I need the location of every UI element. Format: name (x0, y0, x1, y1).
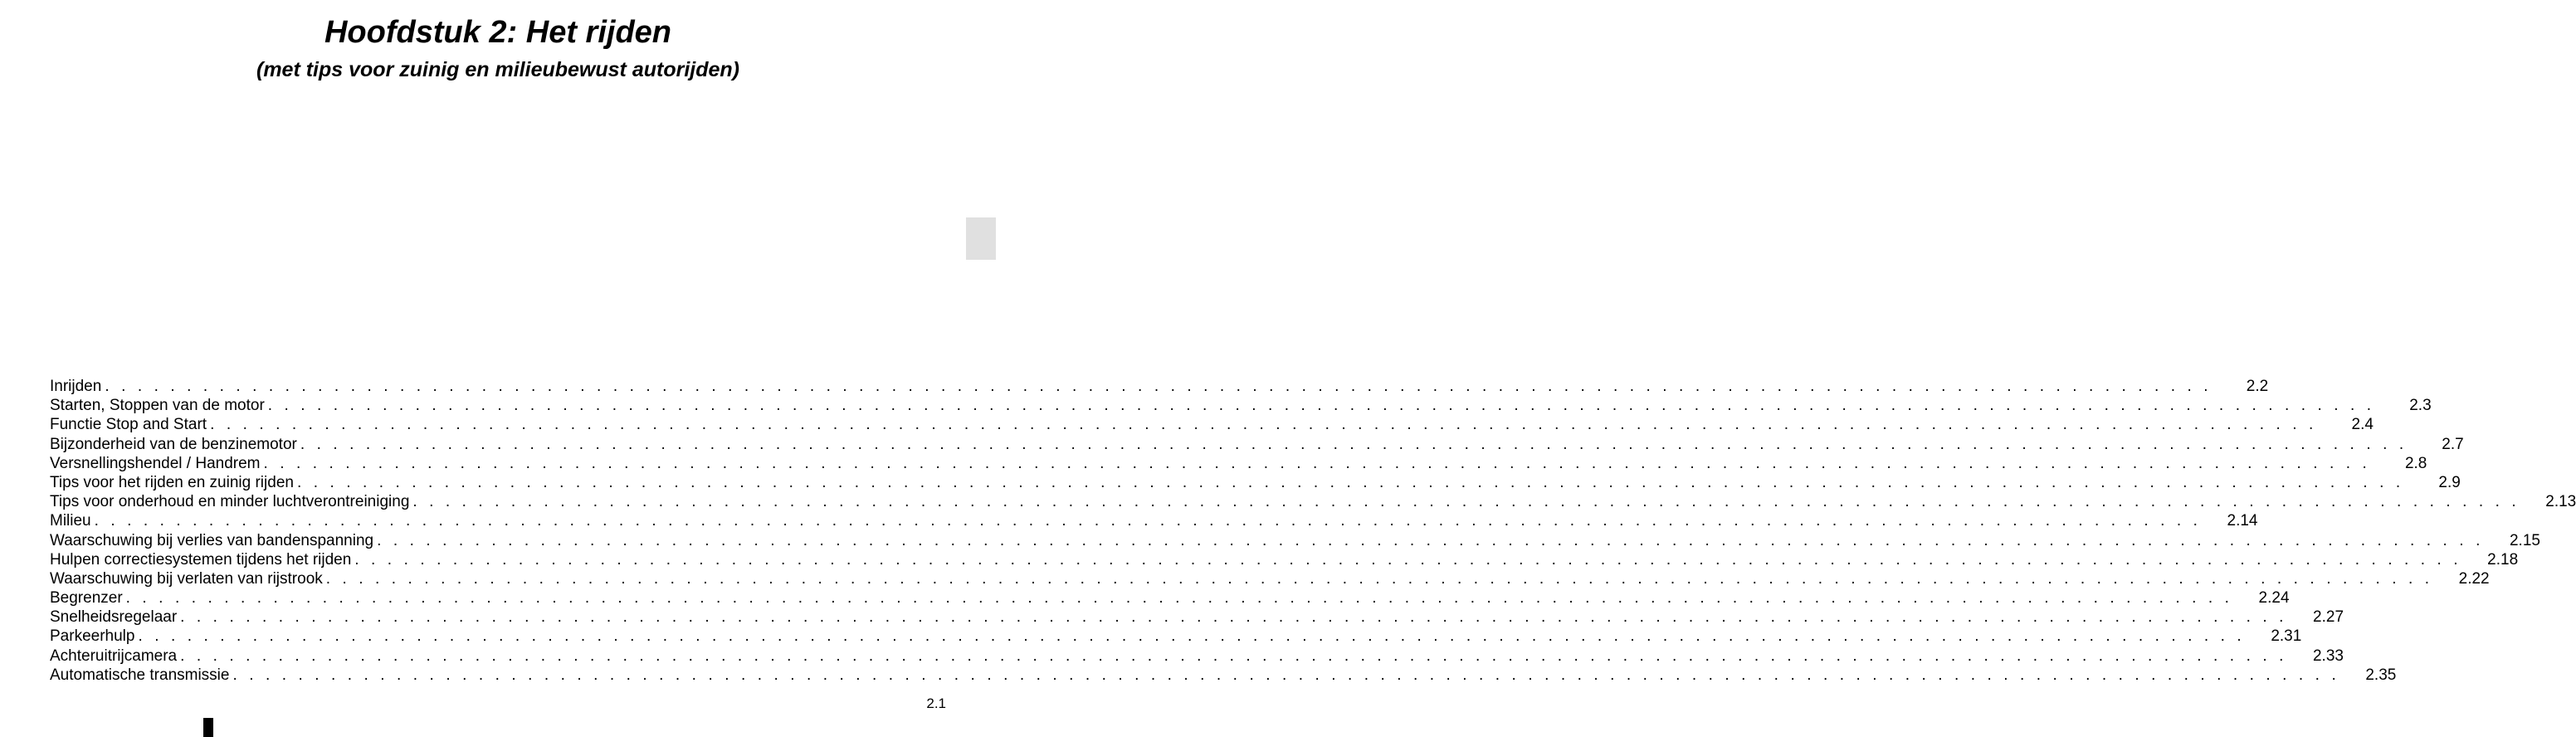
toc-entry-page: 2.2 (2246, 378, 2269, 395)
toc-entry-label: Parkeerhulp (50, 627, 135, 646)
toc-leader-dots: . . . . . . . . . . . . . . . . . . . . . . . . . . . . . . . . . . . . . . . . . . . . . . . . . . . . . . . . . . . . . . . . . . . . . . . . . . . . . . . . . . . . . . . . . . . . . . . . . . . . . . . . . . . . . . . . . . . . . . . . . . . . . . . . . (263, 454, 2371, 472)
toc-leader-dots: . . . . . . . . . . . . . . . . . . . . . . . . . . . . . . . . . . . . . . . . . . . . . . . . . . . . . . . . . . . . . . . . . . . . . . . . . . . . . . . . . . . . . . . . . . . . . . . . . . . . . . . . . . . . . . . . . . . . . . . . . . . . . . . . . (105, 378, 2213, 395)
toc-entry-page: 2.31 (2271, 627, 2302, 646)
toc-entry-inrijden[interactable] (50, 377, 2269, 396)
toc-entry-bandenspanning[interactable] (50, 531, 2540, 550)
chapter-side-tab (966, 217, 996, 260)
toc-entry-rijstrook[interactable] (50, 569, 2490, 588)
toc-entry-page: 2.7 (2442, 435, 2464, 453)
toc-leader-dots: . . . . . . . . . . . . . . . . . . . . . . . . . . . . . . . . . . . . . . . . . . . . . . . . . . . . . . . . . . . . . . . . . . . . . . . . . . . . . . . . . . . . . . . . . . . . . . . . . . . . . . . . . . . . . . . . . . . . . . . . . . . . . . . . . (267, 397, 2375, 415)
toc-entry-label: Starten, Stoppen van de motor (50, 397, 265, 415)
toc-entry-versnellingshendel[interactable] (50, 454, 2427, 473)
crop-mark (203, 718, 213, 737)
toc-entry-benzinemotor[interactable] (50, 435, 2464, 454)
toc-entry-tips-rijden[interactable] (50, 473, 2461, 492)
toc-leader-dots: . . . . . . . . . . . . . . . . . . . . . . . . . . . . . . . . . . . . . . . . . . . . . . . . . . . . . . . . . . . . . . . . . . . . . . . . . . . . . . . . . . . . . . . . . . . . . . . . . . . . . . . . . . . . . . . . . . . . . . . . . . . . . . . . . (325, 569, 2433, 588)
toc-leader-dots: . . . . . . . . . . . . . . . . . . . . . . . . . . . . . . . . . . . . . . . . . . . . . . . . . . . . . . . . . . . . . . . . . . . . . . . . . . . . . . . . . . . . . . . . . . . . . . . . . . . . . . . . . . . . . . . . . . . . . . . . . . . . . . . . . (300, 435, 2408, 453)
toc-entry-page: 2.14 (2227, 512, 2258, 530)
toc-entry-page: 2.35 (2365, 666, 2397, 684)
toc-entry-page: 2.24 (2258, 589, 2290, 608)
toc-entry-label: Tips voor het rijden en zuinig rijden (50, 473, 294, 491)
toc-entry-label: Begrenzer (50, 589, 123, 608)
toc-entry-starten-stoppen[interactable] (50, 396, 2432, 415)
toc-leader-dots: . . . . . . . . . . . . . . . . . . . . . . . . . . . . . . . . . . . . . . . . . . . . . . . . . . . . . . . . . . . . . . . . . . . . . . . . . . . . . . . . . . . . . . . . . . . . . . . . . . . . . . . . . . . . . . . . . . . . . . . . . . . . . . . . . (94, 512, 2202, 530)
toc-entry-label: Versnellingshendel / Handrem (50, 454, 261, 472)
toc-entry-label: Hulpen correctiesystemen tijdens het rijden (50, 550, 352, 569)
toc-entry-page: 2.4 (2351, 416, 2374, 434)
toc-entry-page: 2.9 (2438, 473, 2461, 491)
toc-entry-label: Bijzonderheid van de benzinemotor (50, 435, 297, 453)
table-of-contents (50, 377, 2576, 685)
toc-entry-page: 2.18 (2487, 550, 2519, 569)
toc-entry-parkeerhulp[interactable] (50, 627, 2302, 646)
chapter-subtitle: (met tips voor zuinig en milieubewust autorijden) (256, 58, 739, 81)
toc-leader-dots: . . . . . . . . . . . . . . . . . . . . . . . . . . . . . . . . . . . . . . . . . . . . . . . . . . . . . . . . . . . . . . . . . . . . . . . . . . . . . . . . . . . . . . . . . . . . . . . . . . . . . . . . . . . . . . . . . . . . . . . . . . . . . . . . . (296, 473, 2404, 491)
toc-entry-page: 2.15 (2509, 531, 2540, 549)
toc-leader-dots: . . . . . . . . . . . . . . . . . . . . . . . . . . . . . . . . . . . . . . . . . . . . . . . . . . . . . . . . . . . . . . . . . . . . . . . . . . . . . . . . . . . . . . . . . . . . . . . . . . . . . . . . . . . . . . . . . . . . . . . . . . . . . . . . . (180, 608, 2288, 627)
toc-entry-label: Snelheidsregelaar (50, 608, 178, 627)
toc-entry-label: Functie Stop and Start (50, 416, 207, 434)
toc-entry-page: 2.13 (2545, 493, 2576, 511)
toc-entry-label: Waarschuwing bij verlies van bandenspanning (50, 531, 374, 549)
toc-entry-snelheidsregelaar[interactable] (50, 608, 2344, 627)
toc-entry-label: Tips voor onderhoud en minder luchtverontreiniging (50, 493, 410, 511)
toc-entry-page: 2.33 (2312, 647, 2344, 665)
toc-entry-tips-onderhoud[interactable] (50, 492, 2576, 511)
toc-entry-stop-and-start[interactable] (50, 415, 2374, 434)
toc-entry-label: Inrijden (50, 378, 102, 395)
toc-entry-page: 2.22 (2458, 569, 2490, 588)
toc-entry-milieu[interactable] (50, 511, 2258, 530)
toc-entry-page: 2.3 (2409, 397, 2432, 415)
toc-leader-dots: . . . . . . . . . . . . . . . . . . . . . . . . . . . . . . . . . . . . . . . . . . . . . . . . . . . . . . . . . . . . . . . . . . . . . . . . . . . . . . . . . . . . . . . . . . . . . . . . . . . . . . . . . . . . . . . . . . . . . . . . . . . . . . . . . (180, 647, 2287, 665)
toc-entry-automatische-transmissie[interactable] (50, 666, 2397, 685)
page-number: 2.1 (926, 696, 946, 711)
toc-leader-dots: . . . . . . . . . . . . . . . . . . . . . . . . . . . . . . . . . . . . . . . . . . . . . . . . . . . . . . . . . . . . . . . . . . . . . . . . . . . . . . . . . . . . . . . . . . . . . . . . . . . . . . . . . . . . . . . . . . . . . . . . . . . . . . . . . (377, 531, 2484, 549)
toc-entry-label: Milieu (50, 512, 91, 530)
toc-leader-dots: . . . . . . . . . . . . . . . . . . . . . . . . . . . . . . . . . . . . . . . . . . . . . . . . . . . . . . . . . . . . . . . . . . . . . . . . . . . . . . . . . . . . . . . . . . . . . . . . . . . . . . . . . . . . . . . . . . . . . . . . . . . . . . . . . (125, 589, 2233, 608)
toc-entry-label: Waarschuwing bij verlaten van rijstrook (50, 569, 323, 588)
toc-leader-dots: . . . . . . . . . . . . . . . . . . . . . . . . . . . . . . . . . . . . . . . . . . . . . . . . . . . . . . . . . . . . . . . . . . . . . . . . . . . . . . . . . . . . . . . . . . . . . . . . . . . . . . . . . . . . . . . . . . . . . . . . . . . . . . . . . (232, 666, 2340, 684)
toc-entry-page: 2.8 (2404, 454, 2427, 472)
toc-entry-begrenzer[interactable] (50, 588, 2290, 608)
toc-leader-dots: . . . . . . . . . . . . . . . . . . . . . . . . . . . . . . . . . . . . . . . . . . . . . . . . . . . . . . . . . . . . . . . . . . . . . . . . . . . . . . . . . . . . . . . . . . . . . . . . . . . . . . . . . . . . . . . . . . . . . . . . . . . . . . . . . (354, 550, 2462, 569)
chapter-title: Hoofdstuk 2: Het rijden (324, 15, 672, 50)
toc-entry-correctiesystemen[interactable] (50, 550, 2519, 569)
toc-leader-dots: . . . . . . . . . . . . . . . . . . . . . . . . . . . . . . . . . . . . . . . . . . . . . . . . . . . . . . . . . . . . . . . . . . . . . . . . . . . . . . . . . . . . . . . . . . . . . . . . . . . . . . . . . . . . . . . . . . . . . . . . . . . . . . . . . (138, 627, 2246, 646)
toc-leader-dots: . . . . . . . . . . . . . . . . . . . . . . . . . . . . . . . . . . . . . . . . . . . . . . . . . . . . . . . . . . . . . . . . . . . . . . . . . . . . . . . . . . . . . . . . . . . . . . . . . . . . . . . . . . . . . . . . . . . . . . . . . . . . . . . . . (412, 493, 2520, 511)
toc-leader-dots: . . . . . . . . . . . . . . . . . . . . . . . . . . . . . . . . . . . . . . . . . . . . . . . . . . . . . . . . . . . . . . . . . . . . . . . . . . . . . . . . . . . . . . . . . . . . . . . . . . . . . . . . . . . . . . . . . . . . . . . . . . . . . . . . . (210, 416, 2317, 434)
toc-entry-label: Automatische transmissie (50, 666, 230, 684)
toc-entry-page: 2.27 (2313, 608, 2344, 627)
toc-entry-label: Achteruitrijcamera (50, 647, 178, 665)
toc-entry-achteruitrijcamera[interactable] (50, 647, 2344, 666)
